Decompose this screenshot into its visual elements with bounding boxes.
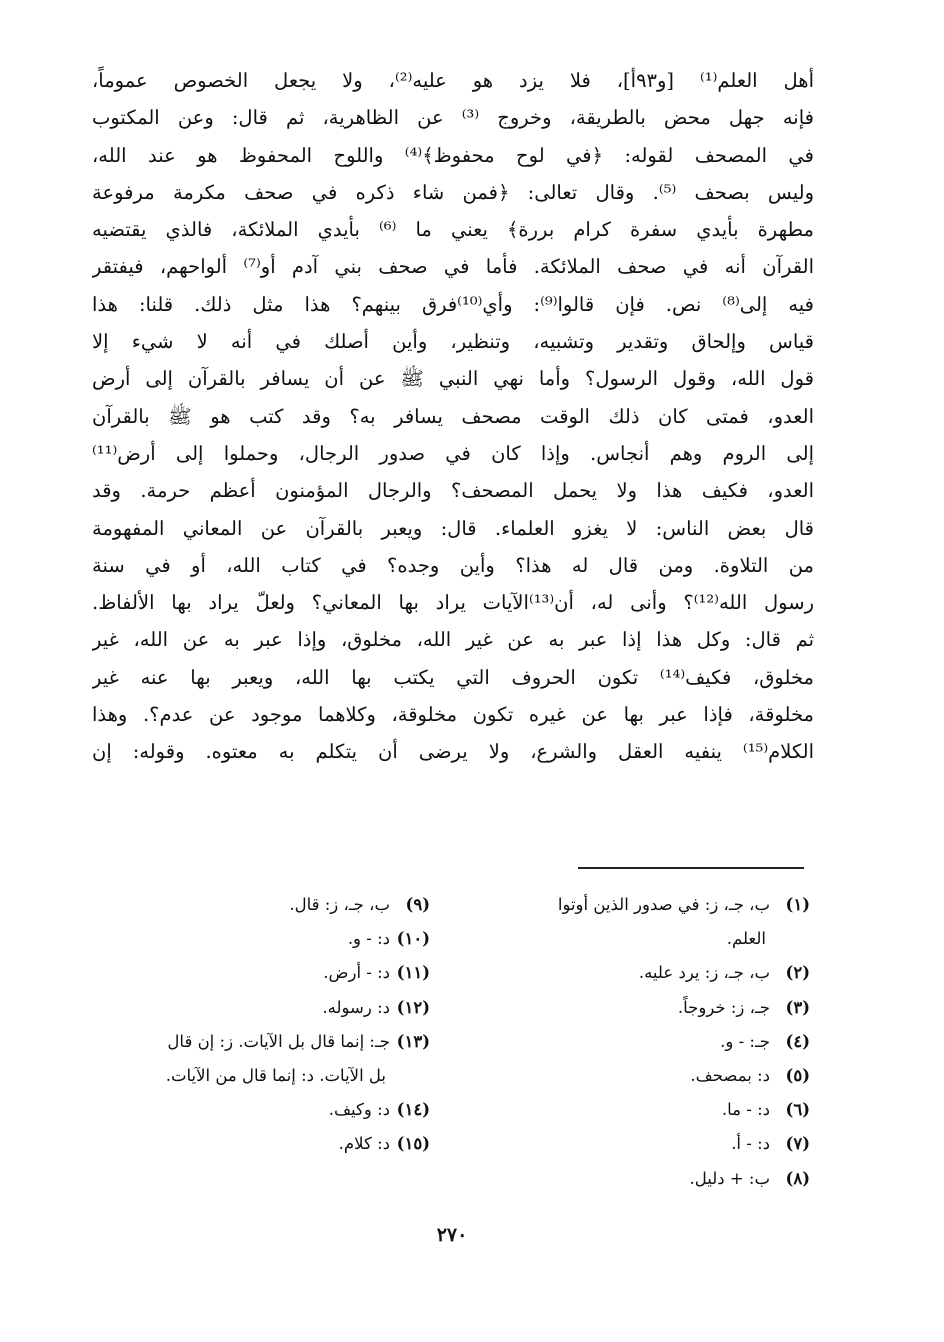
footnote-separator — [578, 867, 804, 869]
text-line: ثم قال: وكل هذا إذا عبر به عن غير الله، مخلوق، وإذا عبر به عن الله، غير — [92, 628, 814, 652]
footnote-number: (١٤) — [396, 1100, 430, 1120]
footnote-number: (١١) — [396, 963, 430, 983]
footnote — [100, 1025, 430, 1059]
footnote-text: جـ: - و. — [720, 1031, 770, 1051]
footnotes-left-column — [100, 888, 430, 1162]
footnote-number: (١) — [785, 895, 810, 914]
footnote-number: (١٣) — [396, 1031, 430, 1051]
footnote-number: (٥) — [785, 1065, 810, 1085]
text-line: أهل العلم⁽¹⁾ [و٩٣أ]، فلا يزد هو عليه⁽²⁾، ولا يجعل الخصوص عموماً، — [92, 69, 814, 92]
footnote-text: د: بمصحف. — [690, 1065, 770, 1085]
footnote — [470, 1162, 810, 1196]
footnote — [470, 888, 810, 922]
footnote — [100, 922, 430, 956]
text-line: من التلاوة. ومن قال له هذا؟ وأين وجده؟ في كتاب الله، أو في سنة — [92, 553, 814, 577]
footnote-number: (٢) — [785, 963, 810, 983]
footnote-text: ب: + دليل. — [689, 1168, 770, 1188]
footnote — [100, 956, 430, 990]
footnote — [470, 1025, 810, 1059]
footnote-text: د: - و. — [347, 929, 390, 949]
footnote — [470, 1093, 810, 1127]
text-line: وليس بصحف ⁽⁵⁾. وقال تعالى: ﴿فمن شاء ذكره في صحف مكرمة مرفوعة — [92, 180, 814, 204]
footnote-number: (٦) — [785, 1100, 810, 1120]
text-line: قول الله، وقول الرسول؟ وأما نهي النبي ﷺ عن أن يسافر بالقرآن إلى أرض — [92, 367, 814, 391]
footnotes-right-column — [470, 888, 810, 1196]
text-line: مخلوق، فكيف⁽¹⁴⁾ تكون الحروف التي يكتب بها الله، ويعبر بها عنه غير — [92, 665, 814, 689]
footnote — [470, 956, 810, 990]
text-line: قياس وإلحاق وتقدير وتشبيه، وتنظير، وأين أصلك في أنه لا شيء إلا — [92, 330, 814, 354]
text-line: فإنه جهل محض بالطريقة، وخروج ⁽³⁾ عن الظاهرية، ثم قال: وعن المكتوب — [92, 106, 814, 130]
footnote-text: د: رسوله. — [322, 997, 390, 1017]
footnote-text: د: - ما. — [721, 1100, 770, 1120]
text-line: رسول الله⁽¹²⁾؟ وأنى له، أن⁽¹³⁾الآيات يراد بها المعاني؟ ولعلّ يراد بها الألفاظ. — [92, 591, 814, 615]
footnote-text: جـ، ز: خروجاً. — [677, 997, 770, 1017]
page-number: ٢٧٠ — [436, 1224, 468, 1246]
footnote-text: جـ: إنما قال بل الآيات. ز: إن قال — [167, 1031, 390, 1051]
text-line: في المصحف لقوله: ﴿في لوح محفوظ﴾⁽⁴⁾ واللوح المحفوظ هو عند الله، — [92, 143, 814, 167]
main-text-block — [92, 62, 814, 771]
text-line: القرآن أنه في صحف الملائكة. فأما في صحف بني آدم أو⁽⁷⁾ ألواحهم، فيفتقر — [92, 255, 814, 279]
text-line: مطهرة بأيدي سفرة كرام بررة﴾ يعني ما ⁽⁶⁾ بأيدي الملائكة، فالذي يقتضيه — [92, 218, 814, 242]
footnote — [100, 991, 430, 1025]
footnote-number: (٣) — [785, 997, 810, 1017]
text-line: العدو، فكيف هذا ولا يحمل المصحف؟ والرجال المؤمنون أعظم حرمة. وقد — [92, 479, 814, 503]
footnote-text: ب، جـ، ز: قال. — [289, 895, 390, 914]
footnote-text: ب، جـ، ز: يرد عليه. — [638, 963, 770, 983]
footnote-number: (٤) — [785, 1031, 810, 1051]
text-line: العدو، فمتى كان ذلك الوقت مصحف يسافر به؟ وقد كتب هو ﷺ بالقرآن — [92, 404, 814, 428]
footnote-number: (١٥) — [396, 1134, 430, 1154]
footnote-number: (٨) — [785, 1168, 810, 1188]
footnote — [100, 1059, 430, 1093]
footnote-text: بل الآيات. د: إنما قال من الآيات. — [165, 1065, 386, 1085]
footnote-number: (١٠) — [396, 929, 430, 949]
footnote-text: د: - أرض. — [323, 963, 390, 983]
text-line: فيه إلى⁽⁸⁾ نص. فإن قالوا⁽⁹⁾: وأي⁽¹⁰⁾فرق بينهم؟ هذا مثل ذلك. قلنا: هذا — [92, 292, 814, 316]
footnote-number: (٩) — [405, 895, 430, 914]
footnote — [470, 1059, 810, 1093]
footnote — [470, 991, 810, 1025]
footnote-text: د: وكيف. — [328, 1100, 390, 1120]
text-line: الكلام⁽¹⁵⁾ ينفيه العقل والشرع، ولا يرضى أن يتكلم به معتوه. وقوله: إن — [92, 740, 814, 764]
footnote-text: ب، جـ، ز: في صدور الذين أوتوا — [557, 895, 770, 914]
footnote — [470, 922, 810, 956]
footnote — [470, 1127, 810, 1161]
footnote-number: (٧) — [785, 1134, 810, 1154]
footnote-text: د: كلام. — [338, 1134, 390, 1154]
footnote — [100, 1127, 430, 1161]
text-line: إلى الروم وهم أنجاس. وإذا كان في صدور الرجال، وحملوا إلى أرض⁽¹¹⁾ — [92, 441, 814, 465]
footnote — [100, 1093, 430, 1127]
footnote-number: (١٢) — [396, 997, 430, 1017]
text-line: مخلوقة، فإذا عبر بها عن غيره تكون مخلوقة، وكلاهما موجود عن عدم؟. وهذا — [92, 703, 814, 727]
text-line: قال بعض الناس: لا يغزو العلماء. قال: ويعبر بالقرآن عن المعاني المفهومة — [92, 516, 814, 540]
footnote-text: العلم. — [726, 929, 766, 949]
footnote — [100, 888, 430, 922]
footnote-text: د: - أ. — [731, 1134, 770, 1154]
